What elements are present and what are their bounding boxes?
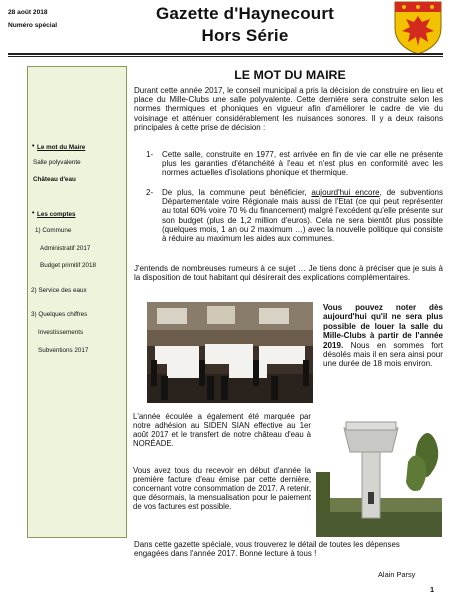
toc-salle-polyvalente: Salle polyvalente <box>33 159 81 166</box>
list-item-1: Cette salle, construite en 1977, est arrivée en fin de vie car elle ne présente plus les garanties d'étanchéité à l'eau et n'est plus en conformité avec les normes actuelles d'isolations phonique et thermique. <box>162 150 443 178</box>
toc-commune: 1) Commune <box>35 227 72 234</box>
toc-service-des-eaux: 2) Service des eaux <box>31 287 87 294</box>
salle-notice-rest: Nous en sommes fort désolés mais il en sera ainsi pour une durée de 18 mois environ. <box>323 340 443 369</box>
toc-mot-du-maire: • Le mot du Maire <box>37 144 85 151</box>
page-number: 1 <box>430 585 435 594</box>
article-rumours: J'entends de nombreuses rumeurs à ce sujet … Je tiens donc à préciser que je suis à la disposition de tout habitant qui désirerait des explications complémentaires. <box>134 264 443 283</box>
header-special-issue: Numéro spécial <box>8 22 58 29</box>
article-title: LE MOT DU MAIRE <box>234 68 346 82</box>
signature: Alain Parsy <box>378 570 416 579</box>
toc-les-comptes: • Les comptes <box>37 211 76 218</box>
gazette-title: Gazette d'Haynecourt <box>155 4 335 23</box>
header-date: 28 août 2018 <box>8 9 48 16</box>
closing-paragraph: Dans cette gazette spéciale, vous trouverez le détail de toutes les dépenses engagées dans l'année 2017. Bonne lecture à tous ! <box>134 540 400 559</box>
list-number-1: 1- <box>146 150 154 159</box>
list-item-2-text-b: , de subventions Départementale voire Régionale mais aussi de l'Etat (ce qui peut représenter au total 60% voire 70 % du financement) malgré l'excédent qu'elle présente sur son budget (plus de 1,2 million d'euros). Cela ne sera bientôt plus possible (quelques mois, 1 an ou 2 maximum …) avec la nouvelle politique qui consiste à réduire au maximum les aides aux communes. <box>162 188 444 244</box>
coat-of-arms-logo <box>392 0 444 56</box>
toc-budget-primitif-2018: Budget primitif 2018 <box>40 262 97 269</box>
gazette-subtitle: Hors Série <box>201 26 289 45</box>
list-item-2-underlined: aujourd'hui encore <box>311 188 380 197</box>
water-tower-photo <box>316 402 442 537</box>
toc-quelques-chiffres: 3) Quelques chiffres <box>31 311 88 318</box>
list-number-2: 2- <box>146 188 154 197</box>
banquet-hall-photo <box>147 302 313 403</box>
list-item-2-text-a: De plus, la commune peut bénéficier, <box>162 188 312 197</box>
list-item-2 <box>162 188 443 243</box>
toc-investissements: Investissements <box>38 329 84 336</box>
toc-subventions-2017: Subventions 2017 <box>38 347 89 354</box>
salle-notice-bold: Vous pouvez noter dès aujourd'hui qu'il ne sera plus possible de louer la salle du Mille-Clubs à partir de l'année 2019. <box>323 303 443 350</box>
toc-administratif-2017: Administratif 2017 <box>40 245 91 252</box>
water-paragraph-1: L'année écoulée a également été marquée par notre adhésion au SIDEN SIAN effective au 1er août 2017 et le transfert de notre château d'eau à NORÉADE. <box>133 412 311 449</box>
article-intro: Durant cette année 2017, le conseil municipal a pris la décision de construire en lieu et place du Mille-Clubs une salle polyvalente. Cette dernière sera construite selon les normes thermiques et phoniques en vigueur afin d'améliorer le cadre de vie du voisinage et atténuer considérablement les nuisances sonores. Il y a deux raisons principales à cette prise de décision : <box>134 86 443 132</box>
header-rule-thin <box>8 56 443 57</box>
sidebar-toc <box>27 66 127 538</box>
water-paragraph-2: Vous avez tous du recevoir en début d'année la première facture d'eau émise par cette dernière, concernant votre consommation de 2017. A retenir, que désormais, la mensualisation pour le paiement de vos factures est possible. <box>133 466 311 512</box>
toc-chateau-eau: Château d'eau <box>33 176 76 183</box>
salle-notice <box>323 303 443 369</box>
header-rule <box>8 53 443 55</box>
